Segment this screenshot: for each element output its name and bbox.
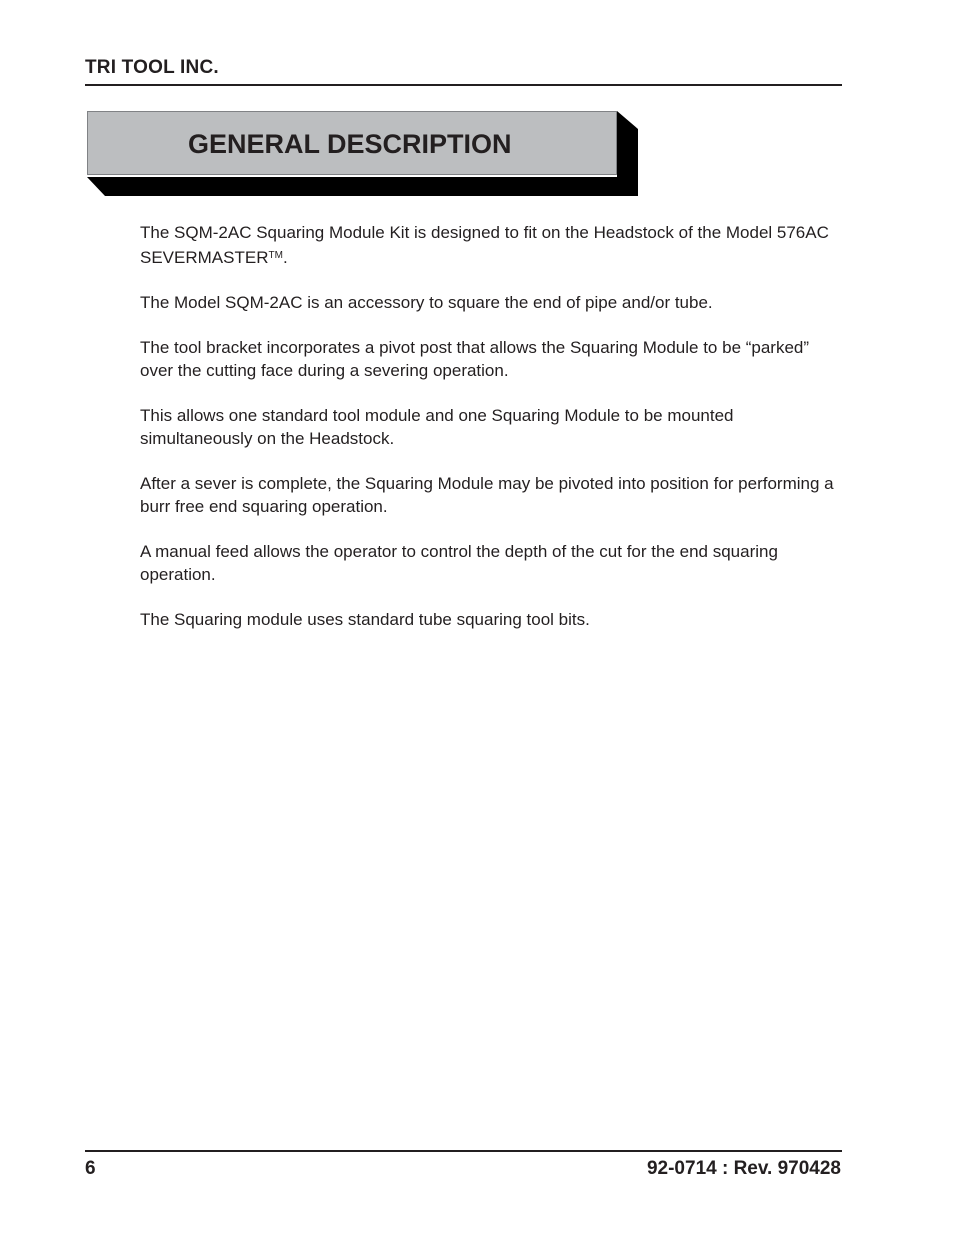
paragraph-4: This allows one standard tool module and one Squaring Module to be mounted simultaneously on the Headstock. <box>140 406 734 448</box>
header-company-name: TRI TOOL INC. <box>85 57 219 78</box>
section-title-banner <box>85 109 638 196</box>
section-title: GENERAL DESCRIPTION <box>188 129 512 159</box>
footer-rule <box>85 1150 842 1152</box>
footer-page-number: 6 <box>85 1158 96 1179</box>
banner-box <box>87 111 617 175</box>
paragraph-1 <box>140 221 845 269</box>
body-text <box>140 221 845 653</box>
header-rule <box>85 84 842 86</box>
paragraph-1-period: . <box>282 248 288 267</box>
trademark-mark: TM <box>268 250 283 261</box>
footer-document-number: 92-0714 : Rev. 970428 <box>646 1158 841 1179</box>
paragraph-5: After a sever is complete, the Squaring Module may be pivoted into position for performing a burr free end squaring operation. <box>140 474 834 516</box>
paragraph-3: The tool bracket incorporates a pivot post that allows the Squaring Module to be “parked” over the cutting face during a severing operation. <box>140 338 810 380</box>
paragraph-6: A manual feed allows the operator to control the depth of the cut for the end squaring operation. <box>140 542 778 584</box>
paragraph-1-text: The SQM-2AC Squaring Module Kit is designed to fit on the Headstock of the Model 576AC SEVERMASTER <box>140 223 829 267</box>
paragraph-2: The Model SQM-2AC is an accessory to square the end of pipe and/or tube. <box>140 293 713 312</box>
paragraph-7: The Squaring module uses standard tube squaring tool bits. <box>140 610 590 629</box>
